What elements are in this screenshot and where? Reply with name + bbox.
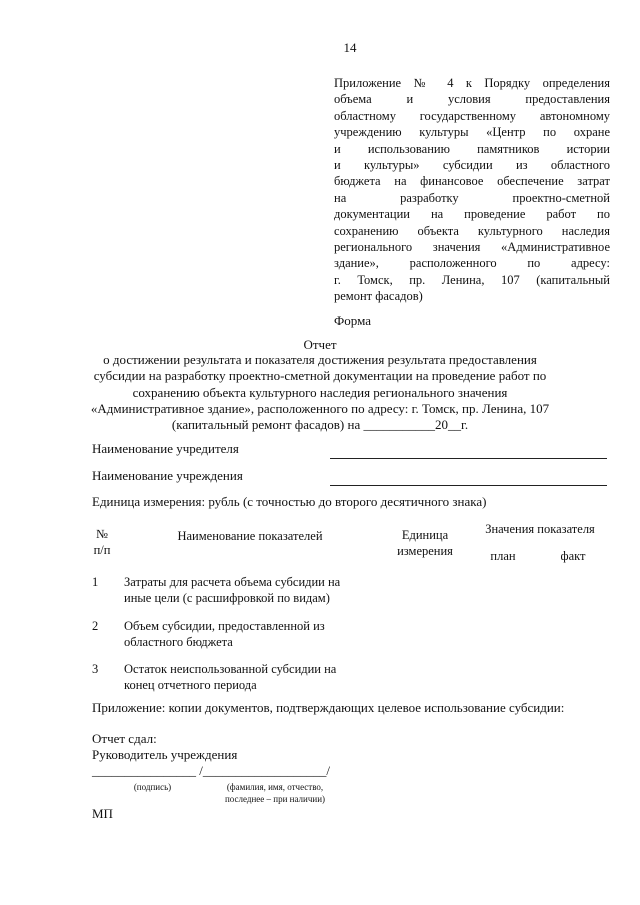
- col-num-header-line: №: [96, 527, 108, 541]
- row-text-line: Остаток неиспользованной субсидии на: [124, 662, 337, 676]
- report-subtitle: [60, 352, 580, 433]
- appendix-line: и культуры» субсидии из областного: [334, 158, 610, 173]
- appendix-line: и использованию памятников истории: [334, 141, 610, 156]
- row-text-line: областного бюджета: [124, 635, 233, 650]
- name-caption: [205, 781, 345, 805]
- report-line: сохранению объекта культурного наследия регионального значения: [132, 384, 508, 400]
- name-caption-line: последнее – при наличии): [224, 794, 326, 804]
- row-text-line: Затраты для расчета объема субсидии на: [124, 575, 341, 589]
- row-text-line: конец отчетного периода: [124, 678, 257, 693]
- appendix-line: здание», расположенного по адресу:: [334, 256, 610, 271]
- institution-label: Наименование учреждения: [92, 468, 243, 483]
- signature-caption: (подпись): [133, 782, 172, 792]
- col-num-header: [80, 526, 124, 559]
- col-unit-header-line: измерения: [397, 544, 453, 559]
- table-row: [124, 618, 374, 651]
- appendix-line: учреждению культуры «Центр по охране: [334, 125, 610, 140]
- report-line: субсидии на разработку проектно-сметной документации на проведение работ по: [93, 368, 547, 384]
- appendix-line: объема и условия предоставления: [334, 92, 610, 107]
- form-label: Форма: [334, 313, 371, 328]
- col-unit-header-line: Единица: [401, 528, 449, 542]
- appendix-line: документации на проведение работ по: [334, 207, 610, 222]
- row-text-line: Объем субсидии, предоставленной из: [124, 619, 325, 633]
- row-num: 3: [92, 662, 99, 676]
- report-line: «Административное здание», расположенного по адресу: г. Томск, пр. Ленина, 107: [90, 400, 550, 416]
- row-text-line: иные цели (с расшифровкой по видам): [124, 591, 330, 606]
- appendix-line: областному государственному автономному: [334, 108, 610, 123]
- appendix-line: на разработку проектно-сметной: [334, 190, 610, 205]
- submitted-label: Отчет сдал:: [92, 731, 157, 746]
- signature-line[interactable]: ________________ /___________________/: [92, 763, 330, 778]
- table-row: [124, 661, 374, 694]
- institution-field[interactable]: [330, 485, 607, 486]
- report-line: (капитальный ремонт фасадов) на ___________20__г.: [171, 417, 469, 433]
- appendix-line: сохранению объекта культурного наследия: [334, 223, 610, 238]
- unit-line: Единица измерения: рубль (с точностью до второго десятичного знака): [92, 494, 487, 509]
- appendix-line: Приложение № 4 к Порядку определения: [334, 76, 610, 90]
- founder-field[interactable]: [330, 458, 607, 459]
- appendix-line: г. Томск, пр. Ленина, 107 (капитальный: [334, 272, 610, 287]
- table-row: [124, 574, 374, 607]
- page-number: 14: [343, 40, 357, 55]
- appendix-block: [334, 75, 610, 305]
- founder-label: Наименование учредителя: [92, 441, 239, 456]
- col-unit-header: [380, 527, 470, 560]
- head-label: Руководитель учреждения: [92, 747, 238, 762]
- col-values-header: Значения показателя: [485, 522, 595, 536]
- report-title: Отчет: [303, 337, 337, 352]
- name-caption-line: (фамилия, имя, отчество,: [226, 782, 324, 792]
- col-fact-header: факт: [560, 549, 586, 563]
- seal-mark: МП: [92, 806, 113, 821]
- col-plan-header: план: [490, 549, 516, 563]
- appendix-line: бюджета на финансовое обеспечение затрат: [334, 174, 610, 189]
- attachment-line: Приложение: копии документов, подтверждающих целевое использование субсидии:: [92, 700, 565, 715]
- row-num: 1: [92, 575, 99, 589]
- appendix-line: регионального значения «Административное: [334, 240, 610, 255]
- col-name-header: Наименование показателей: [177, 529, 323, 543]
- report-line: о достижении результата и показателя достижения результата предоставления: [103, 352, 537, 367]
- col-num-header-line: п/п: [93, 543, 111, 558]
- appendix-line: ремонт фасадов): [334, 289, 423, 304]
- row-num: 2: [92, 619, 99, 633]
